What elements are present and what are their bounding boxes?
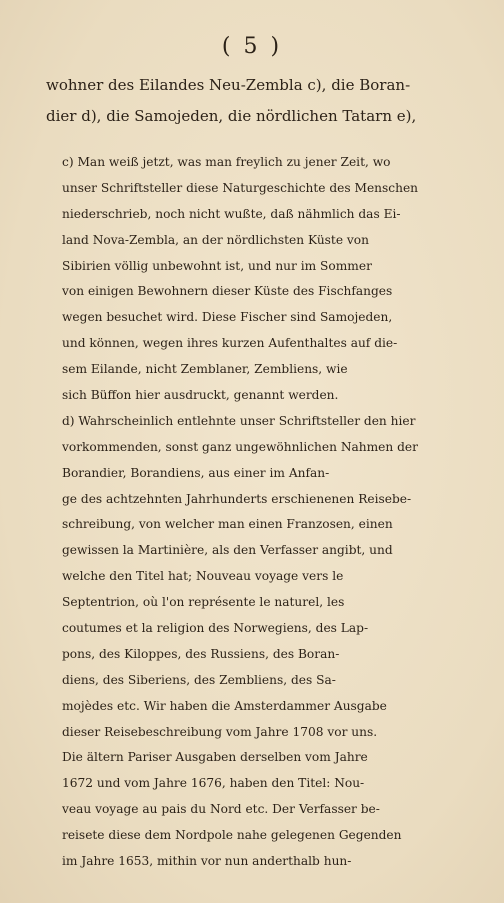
footnote-line: c) Man weiß jetzt, was man freylich zu jener Zeit, wo (62, 155, 391, 169)
footnote-line: schreibung, von welcher man einen Franzosen, einen (62, 517, 393, 532)
main-text-line: wohner des Eilandes Neu-Zembla c), die Boran- (46, 76, 411, 94)
footnote-line: ge des achtzehnten Jahrhunderts erschienenen Reisebe- (62, 491, 412, 506)
footnote-line: diens, des Siberiens, des Zembliens, des Sa- (62, 672, 336, 687)
footnote-line: pons, des Kiloppes, des Russiens, des Boran- (62, 646, 340, 661)
footnotes (62, 150, 462, 875)
footnote-line: dieser Reisebeschreibung vom Jahre 1708 vor uns. (62, 724, 378, 739)
footnote-c (62, 150, 462, 409)
footnote-line: Borandier, Borandiens, aus einer im Anfan- (62, 465, 330, 480)
footnote-line: vorkommenden, sonst ganz ungewöhnlichen Nahmen der (62, 439, 418, 454)
footnote-line: mojèdes etc. Wir haben die Amsterdammer Ausgabe (62, 698, 387, 713)
footnote-line: reisete diese dem Nordpole nahe gelegenen Gegenden (62, 828, 402, 843)
footnote-line: Die ältern Pariser Ausgaben derselben vom Jahre (62, 750, 368, 765)
footnote-line: gewissen la Martinière, als den Verfasser angibt, und (62, 543, 393, 558)
footnote-line: Sibirien völlig unbewohnt ist, und nur im Sommer (62, 258, 372, 273)
footnote-line: welche den Titel hat; Nouveau voyage vers le (62, 569, 344, 584)
footnote-line: wegen besuchet wird. Diese Fischer sind Samojeden, (62, 310, 393, 325)
footnote-line: 1672 und vom Jahre 1676, haben den Titel: Nou- (62, 776, 365, 791)
footnote-line: veau voyage au pais du Nord etc. Der Verfasser be- (62, 802, 380, 817)
footnote-line: niederschrieb, noch nicht wußte, daß nähmlich das Ei- (62, 206, 401, 221)
footnote-line: und können, wegen ihres kurzen Aufenthaltes auf die- (62, 336, 398, 351)
footnote-d (62, 409, 462, 875)
footnote-line: d) Wahrscheinlich entlehnte unser Schriftsteller den hier (62, 413, 416, 428)
footnote-line: von einigen Bewohnern dieser Küste des Fischfanges (62, 284, 393, 299)
footnote-line: Septentrion, où l'on représente le naturel, les (62, 595, 345, 610)
footnote-line: im Jahre 1653, mithin vor nun anderthalb hun- (62, 854, 352, 869)
footnote-line: sem Eilande, nicht Zemblaner, Zembliens, wie (62, 362, 348, 377)
page-number: ( 5 ) (221, 34, 283, 59)
main-text-line: dier d), die Samojeden, die nördlichen Tatarn e), (46, 107, 417, 125)
footnote-line: land Nova-Zembla, an der nördlichsten Küste von (62, 232, 369, 247)
footnote-line: sich Büffon hier ausdruckt, genannt werden. (62, 388, 339, 403)
footnote-line: coutumes et la religion des Norwegiens, des Lap- (62, 621, 369, 636)
footnote-line: unser Schriftsteller diese Naturgeschichte des Menschen (62, 180, 419, 195)
main-text (46, 70, 466, 132)
